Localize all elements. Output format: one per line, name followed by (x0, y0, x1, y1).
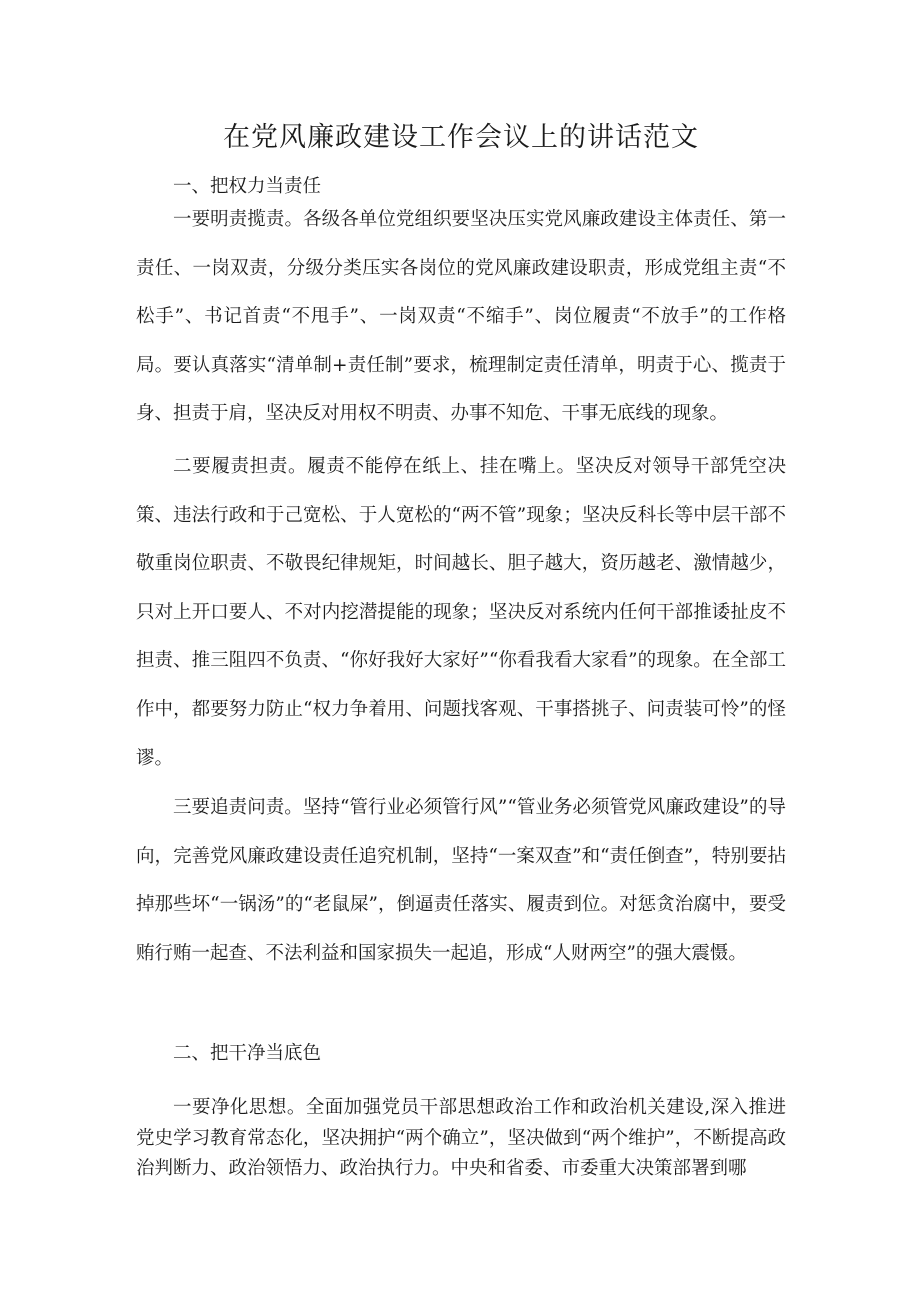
paragraph-1: 一要明责揽责。各级各单位党组织要坚决压实党风廉政建设主体责任、第一责任、一岗双责，分级分类压实各岗位的党风廉政建设职责，形成党组主责“不松手”、书记首责“不甩手”、一岗双责“不缩手”、岗位履责“不放手”的工作格局。要认真落实“清单制+责任制”要求，梳理制定责任清单，明责于心、揽责于身、担责于肩，坚决反对用权不明责、办事不知危、干事无底线的现象。 (136, 209, 786, 425)
paragraph-3: 三要追责问责。坚持“管行业必须管行风”“管业务必须管党风廉政建设”的导向，完善党风廉政建设责任追究机制，坚持“一案双查”和“责任倒查”，特别要拈掉那些坏“一锅汤”的“老鼠屎”，倒逼责任落实、履责到位。对惩贪治腐中，要受贿行贿一起查、不法利益和国家损失一起追，形成“人财两空”的强大震慑。 (136, 797, 786, 964)
section-heading-2: 二、把干净当底色 (173, 1043, 322, 1064)
document-title: 在党风廉政建设工作会议上的讲话范文 (223, 122, 699, 153)
section-heading-1: 一、把权力当责任 (173, 176, 322, 197)
paragraph-4: 一要净化思想。全面加强党员干部思想政治工作和政治机关建设,深入推进党史学习教育常态化，坚决拥护“两个确立”，坚决做到“两个维护”，不断提高政治判断力、政治领悟力、政治执行力。中央和省委、市委重大决策部署到哪 (136, 1097, 786, 1179)
paragraph-2: 二要履责担责。履责不能停在纸上、挂在嘴上。坚决反对领导干部凭空决策、违法行政和于己宽松、于人宽松的“两不管”现象；坚决反科长等中层干部不敬重岗位职责、不敬畏纪律规矩，时间越长、胆子越大，资历越老、激情越少，只对上开口要人、不对内挖潜提能的现象；坚决反对系统内任何干部推诿扯皮不担责、推三阻四不负责、“你好我好大家好”“你看我看大家看”的现象。在全部工作中，都要努力防止“权力争着用、问题找客观、干事搭挑子、问责装可怜”的怪谬。 (136, 456, 786, 769)
